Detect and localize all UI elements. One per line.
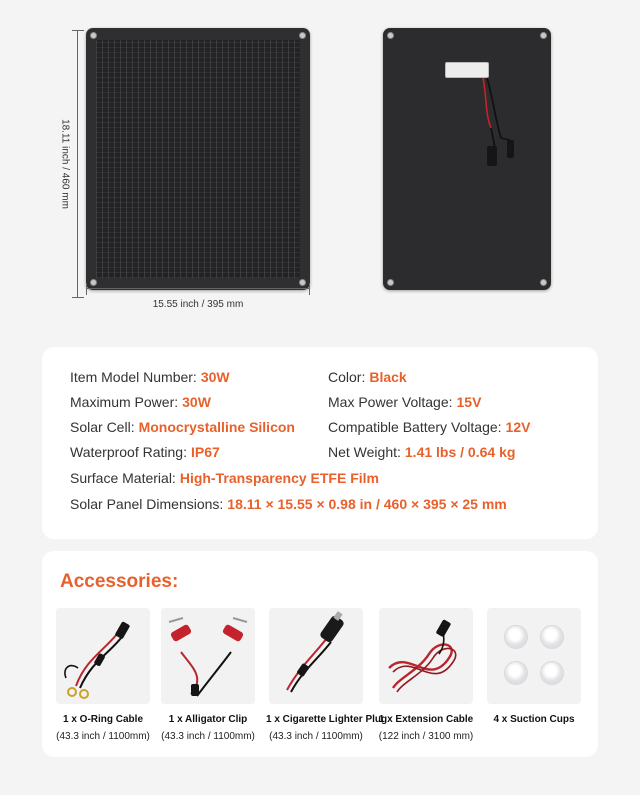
spec-value: 18.11 × 15.55 × 0.98 in / 460 × 395 × 25 mm	[227, 496, 507, 512]
specifications-card	[42, 347, 598, 539]
spec-color	[328, 369, 407, 385]
width-dimension-label: 15.55 inch / 395 mm	[152, 299, 244, 310]
accessory-oring-cable	[53, 608, 153, 742]
accessory-suction-cups	[484, 608, 584, 731]
spec-value: Monocrystalline Silicon	[138, 419, 295, 435]
spec-model	[70, 369, 230, 385]
solar-panel-front-image	[86, 28, 310, 290]
suction-cups-icon	[487, 608, 581, 704]
spec-value: 15V	[456, 394, 482, 410]
height-dimension-line	[72, 30, 84, 298]
spec-label: Solar Cell:	[70, 419, 135, 435]
spec-value: IP67	[190, 444, 220, 460]
suction-cup-icon	[541, 662, 563, 684]
oring-cable-icon	[56, 608, 150, 704]
spec-value: High-Transparency ETFE Film	[179, 470, 379, 486]
spec-label: Compatible Battery Voltage:	[328, 419, 502, 435]
accessory-name: 1 x Extension Cable	[378, 714, 474, 725]
solar-panel-back-image	[383, 28, 551, 290]
suction-cup-icon	[505, 662, 527, 684]
mounting-hole	[299, 32, 306, 39]
product-images	[0, 0, 640, 330]
accessory-name: 1 x Alligator Clip	[168, 714, 248, 725]
spec-label: Max Power Voltage:	[328, 394, 453, 410]
accessory-name: 1 x Cigarette Lighter Plug	[266, 714, 388, 725]
accessory-name: 1 x O-Ring Cable	[62, 714, 143, 725]
spec-label: Maximum Power:	[70, 394, 179, 410]
accessory-length: (43.3 inch / 1100mm)	[269, 731, 363, 742]
spec-panel-dimensions	[70, 496, 507, 512]
spec-solar-cell	[70, 419, 295, 435]
suction-cup-icon	[541, 626, 563, 648]
spec-value: 1.41 lbs / 0.64 kg	[404, 444, 516, 460]
width-dimension-line	[86, 283, 310, 295]
suction-cup-icon	[505, 626, 527, 648]
height-dimension-label: 18.11 inch / 460 mm	[59, 119, 71, 209]
spec-label: Waterproof Rating:	[70, 444, 187, 460]
spec-net-weight	[328, 444, 515, 460]
accessory-name: 4 x Suction Cups	[493, 714, 575, 725]
spec-max-voltage	[328, 394, 481, 410]
accessory-alligator-clip	[158, 608, 258, 742]
spec-value: Black	[369, 369, 407, 385]
spec-label: Item Model Number:	[70, 369, 197, 385]
accessory-length: (43.3 inch / 1100mm)	[161, 731, 255, 742]
accessory-length: (122 inch / 3100 mm)	[378, 731, 474, 742]
spec-value: 12V	[505, 419, 531, 435]
spec-surface-material	[70, 470, 379, 486]
spec-max-power	[70, 394, 211, 410]
spec-waterproof	[70, 444, 220, 460]
spec-label: Net Weight:	[328, 444, 401, 460]
alligator-clip-icon	[161, 608, 255, 704]
spec-battery-voltage	[328, 419, 530, 435]
output-cable-icon	[383, 28, 551, 290]
spec-label: Surface Material:	[70, 470, 176, 486]
spec-value: 30W	[200, 369, 230, 385]
spec-label: Color:	[328, 369, 366, 385]
mounting-hole	[90, 32, 97, 39]
spec-value: 30W	[182, 394, 211, 410]
spec-label: Solar Panel Dimensions:	[70, 496, 224, 512]
accessory-length: (43.3 inch / 1100mm)	[56, 731, 150, 742]
extension-cable-icon	[379, 608, 473, 704]
accessories-title: Accessories:	[60, 571, 179, 592]
accessories-card	[42, 551, 598, 757]
cigarette-lighter-plug-icon	[269, 608, 363, 704]
accessory-extension-cable	[376, 608, 476, 742]
solar-cells	[96, 40, 300, 278]
accessory-cigarette-lighter-plug	[266, 608, 388, 742]
